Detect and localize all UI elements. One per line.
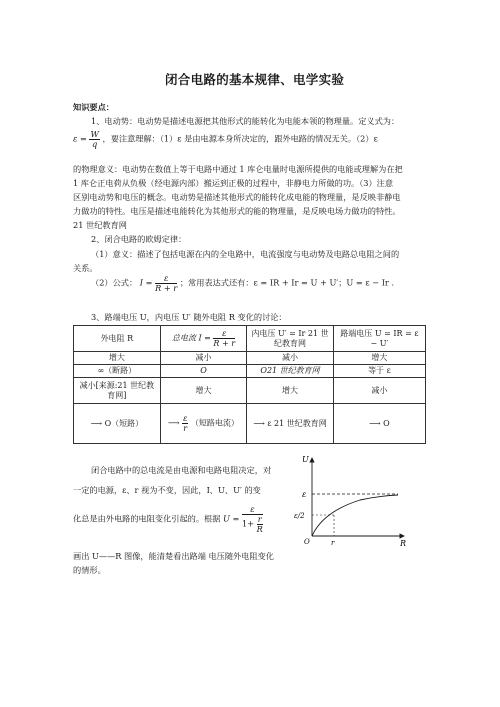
table-header-cell: 总电流 I = $\frac{\varepsilon}{R + r}$ xyxy=(160,326,247,352)
knowledge-heading: 知识要点： xyxy=(73,102,114,112)
closing-formula-fraction xyxy=(242,505,263,534)
asymptote-label: ε xyxy=(302,490,307,499)
emf-para-5: 21 世纪教育网 xyxy=(73,220,127,230)
ohm-heading: 2、闭合电路的欧姆定律： xyxy=(91,234,187,244)
table-header-cell: 外电阻 R xyxy=(74,326,161,352)
emf-formula-denominator: q xyxy=(92,139,98,149)
ohm-formula-suffix: ；常用表达式还有：ε = IR + Ir = U + U′；U = ε − Ir . xyxy=(179,277,395,288)
table-cell: 增大 xyxy=(247,378,334,404)
emf-formula-fraction xyxy=(89,130,99,149)
closing-formula-lhs: U = xyxy=(223,513,240,524)
closing-line-2: 一定的电源，ε、r 视为不变，因此，I、U、U′ 的变 xyxy=(73,485,261,495)
total-current-fraction: $\frac{\varepsilon}{R + r}$ xyxy=(213,329,236,348)
table-cell: ⟶ ε 21 世纪教育网 xyxy=(247,404,334,444)
table-cell: 减小[来源:21 世纪教育网] xyxy=(74,378,161,404)
table-cell: 增大 xyxy=(160,378,247,404)
table-row xyxy=(74,378,426,404)
marker-r-label: r xyxy=(331,539,335,546)
page-title: 闭合电路的基本规律、电学实验 xyxy=(165,72,345,87)
discussion-heading: 3、路端电压 U，内电压 U′ 随外电阻 R 变化的讨论： xyxy=(91,312,287,322)
discussion-table xyxy=(73,325,426,444)
ohm-formula-lhs: I = xyxy=(139,277,153,288)
table-cell: 减小 xyxy=(247,352,334,365)
table-header-row xyxy=(74,326,426,352)
table-cell: ⟶ O（短路） xyxy=(74,404,161,444)
table-cell: ⟶ $\frac{\varepsilon}{r}$ （短路电流） xyxy=(160,404,247,444)
ohm-meaning-2: 关系。 xyxy=(73,263,98,273)
short-current-fraction: $\frac{\varepsilon}{r}$ xyxy=(183,414,188,433)
closing-line-1: 闭合电路中的总电流是由电源和电路电阻决定，对 xyxy=(91,465,272,475)
emf-line-2: ，要注意理解：（1）ε 是由电源本身所决定的，跟外电路的情况无关。（2）ε xyxy=(102,133,378,144)
half-label: ε/2 xyxy=(294,512,305,520)
table-cell: 减小 xyxy=(333,378,425,404)
ohm-formula-prefix: （2）公式： xyxy=(91,277,138,288)
closing-line-3: 化总是由外电路的电阻变化引起的。根据 xyxy=(73,513,221,524)
table-cell: O21 世纪教育网 xyxy=(247,365,334,378)
table-cell: O xyxy=(160,365,247,378)
ohm-formula-row xyxy=(91,274,394,293)
closing-line-4: 画出 U——R 图像，能清楚看出路端 电压随外电阻变化 xyxy=(73,551,274,561)
table-cell: 等于 ε xyxy=(333,365,425,378)
table-cell: 增大 xyxy=(74,352,161,365)
table-cell: 增大 xyxy=(333,352,425,365)
closing-line-5: 的情形。 xyxy=(73,565,106,575)
ohm-meaning-1: （1）意义：描述了包括电源在内的全电路中，电流强度与电动势及电路总电阻之间的 xyxy=(91,249,400,259)
table-cell: ⟶ O xyxy=(333,404,425,444)
emf-formula-lhs: ε = xyxy=(73,133,87,144)
ohm-formula-numerator: ε xyxy=(155,274,177,284)
u-r-graph xyxy=(290,452,410,546)
emf-definition-row xyxy=(73,130,378,149)
emf-para-3: 区别电动势和电压的概念。电动势是描述其他形式的能转化成电能的物理量，是反映非静电 xyxy=(73,192,401,202)
table-header-cell: 内电压 U′ = Ir 21 世纪教育网 xyxy=(247,326,334,352)
u-curve xyxy=(312,495,398,536)
origin-label: O xyxy=(304,538,310,546)
table-row xyxy=(74,365,426,378)
emf-para-1: 的物理意义：电动势在数值上等于电路中通过 1 库仑电量时电源所提供的电能或理解为在把 xyxy=(73,164,403,174)
table-cell: 减小 xyxy=(160,352,247,365)
x-axis-label: R xyxy=(400,539,407,546)
table-row xyxy=(74,404,426,444)
emf-formula-numerator: W xyxy=(90,129,99,139)
ohm-formula-denominator: R + r xyxy=(155,283,178,293)
y-axis-label: U xyxy=(302,455,309,464)
closing-formula-row xyxy=(73,505,263,534)
closing-formula-numerator: ε xyxy=(242,505,263,515)
table-header-cell: 路端电压 U = IR = ε − U′ xyxy=(333,326,425,352)
closing-formula-denominator: 1+ $\frac{r}{R}$ xyxy=(241,514,263,534)
table-cell: ∞（断路） xyxy=(74,365,161,378)
emf-para-2: 1 库仑正电荷从负极（经电源内部）搬运到正极的过程中，非静电力所做的功。（3）注意 xyxy=(73,178,394,188)
emf-line-1: 1、电动势：电动势是描述电源把其他形式的能转化为电能本领的物理量。定义式为： xyxy=(91,116,400,126)
ohm-formula-fraction xyxy=(155,274,177,293)
emf-para-4: 力做功的特性。电压是描述电能转化为其他形式的能的物理量，是反映电场力做功的特性。 xyxy=(73,206,401,216)
table-row xyxy=(74,352,426,365)
